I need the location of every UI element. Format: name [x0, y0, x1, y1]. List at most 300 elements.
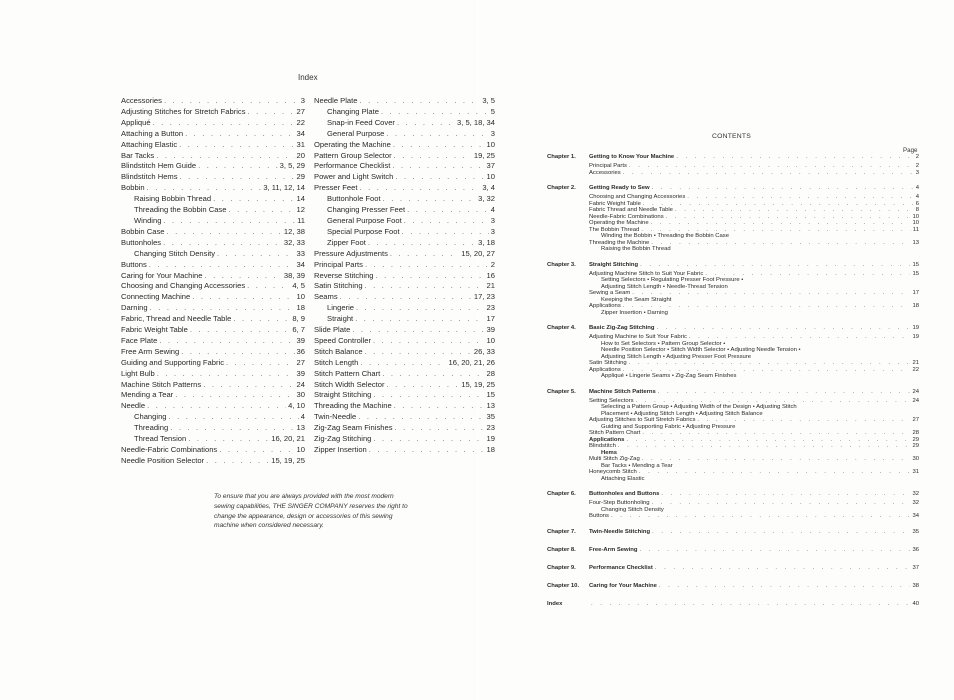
dot-leader	[661, 491, 910, 497]
index-entry	[121, 445, 305, 456]
chapter-row	[589, 547, 919, 553]
contents-entry-title: Threading the Machine	[589, 239, 650, 246]
index-entry-label: Fabric, Thread and Needle Table	[121, 314, 232, 324]
index-entry-label: Changing Stitch Density	[134, 248, 216, 258]
dot-leader	[382, 369, 484, 380]
index-entry	[314, 205, 495, 216]
index-entry	[121, 369, 305, 380]
index-entry	[314, 118, 495, 129]
dot-leader	[170, 423, 294, 434]
index-entry-page: 31	[296, 139, 305, 149]
dot-leader	[689, 334, 911, 340]
index-entry-page: 29	[296, 172, 305, 182]
index-entry-label: General Purpose Foot	[327, 215, 402, 225]
contents-entry-page: 11	[912, 226, 919, 233]
index-entry	[121, 238, 305, 249]
index-entry	[121, 161, 305, 172]
index-entry	[121, 281, 305, 292]
index-title: Index	[298, 73, 318, 82]
contents-entry-title: Operating the Machine	[589, 220, 649, 226]
index-entry-page: 17, 23	[473, 292, 495, 302]
chapter-title: Free-Arm Sewing	[589, 546, 638, 553]
index-entry	[121, 292, 305, 303]
dot-leader	[247, 281, 290, 292]
index-entry-page: 10	[486, 172, 495, 182]
index-entry	[121, 336, 305, 347]
index-entry-label: Special Purpose Foot	[327, 226, 400, 236]
chapter-row	[589, 601, 919, 607]
index-entry-page: 15, 19, 25	[461, 379, 495, 389]
index-entry-label: Seams	[314, 292, 338, 302]
index-entry-page: 28	[486, 368, 495, 378]
index-entry-label: Buttonhole Foot	[327, 194, 381, 204]
index-entry-page: 36	[296, 346, 305, 356]
contents-entry	[589, 500, 919, 506]
contents-entry-title: Honeycomb Stitch	[589, 469, 637, 475]
index-entry	[121, 358, 305, 369]
index-entry-page: 39	[486, 325, 495, 335]
contents-entry-page: 4	[915, 194, 919, 200]
index-entry-page: 10	[486, 335, 495, 345]
dot-leader	[655, 565, 911, 571]
index-entry-label: Threading	[134, 423, 169, 433]
chapter-number: Chapter 3.	[547, 261, 576, 268]
index-entry	[121, 227, 305, 238]
contents-entry	[589, 367, 919, 373]
index-entry	[314, 260, 495, 271]
index-entry-page: 13	[486, 401, 495, 411]
dot-leader	[687, 194, 913, 200]
index-entry-page: 33	[296, 248, 305, 258]
contents-entry	[589, 207, 919, 213]
index-entry-label: Pattern Group Selector	[314, 150, 392, 160]
dot-leader	[636, 398, 911, 404]
index-entry	[121, 380, 305, 391]
contents-subtopics: Adjusting Stitch Length • Needle-Thread Tension	[601, 283, 728, 290]
index-entry-page: 3, 18	[478, 237, 495, 247]
dot-leader	[591, 601, 910, 607]
index-entry-page: 5	[490, 106, 495, 116]
dot-leader	[188, 434, 269, 445]
index-entry	[314, 172, 495, 183]
contents-entry-title: Fabric Thread and Needle Table	[589, 207, 673, 213]
chapter-number: Chapter 9.	[547, 564, 576, 571]
dot-leader	[228, 205, 294, 216]
chapter-title: Getting Ready to Sew	[589, 185, 650, 191]
index-entry-label: Face Plate	[121, 335, 158, 345]
index-entry	[314, 336, 495, 347]
contents-entry-title: Fabric Weight Table	[589, 200, 641, 207]
chapter-page: 35	[912, 528, 919, 535]
dot-leader	[248, 107, 295, 118]
dot-leader	[219, 445, 294, 456]
contents-subtopics: Guiding and Supporting Fabric • Adjusting Pressure	[601, 423, 736, 430]
contents-entry-title: Principal Parts	[589, 163, 627, 169]
index-entry-label: Connecting Machine	[121, 292, 191, 302]
index-entry-page: 27	[296, 106, 305, 116]
chapter-row	[589, 491, 919, 497]
index-entry-label: Satin Stitching	[314, 281, 363, 291]
chapter-page: 40	[912, 600, 919, 607]
dot-leader	[651, 240, 910, 246]
index-entry-label: Zig-Zag Seam Finishes	[314, 423, 393, 433]
contents-subtopics: Adjusting Stitch Length • Adjusting Presser Foot Pressure	[601, 353, 752, 360]
contents-entry-page: 18	[912, 303, 919, 309]
dot-leader	[652, 185, 914, 191]
dot-leader	[394, 401, 485, 412]
contents-entry	[589, 303, 919, 309]
dot-leader	[666, 214, 911, 220]
index-entry-label: Pressure Adjustments	[314, 248, 388, 258]
dot-leader	[623, 367, 911, 373]
index-entry-page: 34	[296, 128, 305, 138]
chapter-row	[589, 583, 919, 589]
dot-leader	[659, 583, 911, 589]
index-entry-page: 18	[486, 445, 495, 454]
index-entry	[314, 249, 495, 260]
dot-leader	[185, 129, 294, 140]
index-entry-label: Zipper Foot	[327, 237, 366, 247]
contents-entry	[589, 398, 919, 404]
dot-leader	[393, 140, 485, 151]
chapter-row	[589, 389, 919, 395]
chapter-row	[589, 262, 919, 268]
index-entry-page: 34	[296, 259, 305, 269]
index-entry-label: Lingerie	[327, 303, 355, 313]
index-entry-label: Buttonholes	[121, 237, 162, 247]
index-entry	[314, 369, 495, 380]
contents-subtopics: Changing Stitch Density	[601, 506, 664, 513]
dot-leader	[373, 434, 484, 445]
contents-entry-page: 21	[912, 360, 919, 366]
chapter-title: Caring for Your Machine	[589, 582, 657, 589]
index-entry	[121, 194, 305, 205]
index-entry-page: 37	[486, 161, 495, 171]
contents-subtopics: Attaching Elastic	[601, 475, 645, 482]
dot-leader	[705, 271, 910, 277]
dot-leader	[352, 325, 484, 336]
dot-leader	[676, 154, 914, 160]
index-left-column	[121, 96, 305, 467]
contents-entry	[589, 469, 919, 475]
index-entry	[314, 292, 495, 303]
index-entry-page: 10	[296, 292, 305, 302]
dot-leader	[149, 260, 295, 271]
index-entry-page: 3, 5	[482, 96, 495, 105]
dot-leader	[163, 216, 295, 227]
contents-subtopics: Zipper Insertion • Darning	[601, 309, 668, 316]
dot-leader	[407, 205, 489, 216]
dot-leader	[395, 423, 485, 434]
index-entry-label: Threading the Machine	[314, 401, 392, 411]
index-entry	[121, 314, 305, 325]
index-entry	[314, 401, 495, 412]
index-entry-page: 3, 4	[482, 183, 495, 193]
chapter-page: 24	[912, 388, 919, 395]
contents-entry-page: 31	[912, 469, 919, 475]
dot-leader	[213, 194, 294, 205]
index-entry-label: Reverse Stitching	[314, 270, 374, 280]
chapter-number: Chapter 6.	[547, 491, 576, 497]
index-entry-page: 26, 33	[473, 346, 495, 356]
contents-entry	[589, 456, 919, 462]
index-entry	[314, 325, 495, 336]
index-entry-label: Needle-Fabric Combinations	[121, 445, 218, 454]
index-entry-label: Bobbin Case	[121, 226, 165, 236]
index-entry	[121, 347, 305, 358]
index-entry-page: 3, 5, 29	[279, 161, 305, 171]
chapter-number: Chapter 2.	[547, 185, 576, 191]
chapter-number: Chapter 4.	[547, 325, 576, 331]
index-entry	[121, 107, 305, 118]
dot-leader	[147, 401, 286, 412]
index-entry-label: Threading the Bobbin Case	[134, 205, 227, 215]
contents-entry-title: Needle-Fabric Combinations	[589, 213, 664, 220]
index-entry	[314, 390, 495, 401]
chapter-title: Basic Zig-Zag Stitching	[589, 325, 655, 331]
contents-subtopics: Needle Position Selector • Stitch Width Selector • Adjusting Needle Tension •	[601, 347, 801, 353]
index-entry-label: Free Arm Sewing	[121, 346, 180, 356]
dot-leader	[358, 412, 484, 423]
index-entry	[121, 390, 305, 401]
dot-leader	[658, 389, 911, 395]
index-entry-label: Needle	[121, 401, 146, 411]
index-entry-page: 24	[296, 379, 305, 389]
dot-leader	[642, 456, 911, 462]
index-entry	[314, 216, 495, 227]
dot-leader	[373, 390, 484, 401]
index-entry-page: 20	[296, 150, 305, 160]
index-entry-label: Principal Parts	[314, 259, 363, 269]
index-entry	[314, 303, 495, 314]
index-entry-page: 19	[486, 434, 495, 444]
chapter-page: 37	[912, 564, 919, 571]
index-entry-label: General Purpose	[327, 128, 385, 138]
index-entry-page: 16, 20, 21	[271, 434, 305, 444]
index-entry-label: Zipper Insertion	[314, 445, 367, 454]
contents-entry-title: Setting Selectors	[589, 397, 634, 404]
chapter-title: Getting to Know Your Machine	[589, 154, 675, 160]
dot-leader	[368, 238, 476, 249]
chapter-row	[589, 529, 919, 535]
index-entry	[121, 325, 305, 336]
notice-text: To ensure that you are always provided with the most modern sewing capabilities, THE SINGER COMPANY reserves the right to change the appearance, design or accessories of this sewing machine when considered necessary.	[214, 493, 408, 530]
index-entry-label: Darning	[121, 303, 148, 313]
index-entry	[314, 423, 495, 434]
index-entry-page: 15	[486, 390, 495, 400]
contents-entry	[589, 170, 919, 176]
contents-entry	[589, 220, 919, 226]
chapter-page: 15	[912, 261, 919, 268]
dot-leader	[169, 412, 299, 423]
index-entry-label: Needle Position Selector	[121, 455, 205, 465]
contents-entry-title: Applications	[589, 366, 621, 373]
contents-entry-page: 29	[912, 436, 919, 443]
index-entry-page: 4, 10	[288, 401, 305, 411]
contents-entry-page: 15	[912, 270, 919, 277]
index-entry	[121, 271, 305, 282]
contents-entry-page: 22	[912, 366, 919, 373]
contents-entry	[589, 214, 919, 220]
dot-leader	[159, 336, 294, 347]
index-entry-page: 3, 32	[478, 194, 495, 204]
chapter-title: Twin-Needle Stitching	[589, 528, 651, 535]
dot-leader	[365, 347, 472, 358]
chapter-row	[589, 154, 919, 160]
contents-entry-page: 8	[915, 207, 919, 213]
dot-leader	[163, 238, 282, 249]
dot-leader	[652, 500, 911, 506]
contents-subtopics: Keeping the Seam Straight	[601, 296, 672, 303]
index-entry-label: Slide Plate	[314, 325, 351, 335]
contents-entry-title: Multi Stitch Zig-Zag	[589, 456, 640, 462]
index-entry-page: 23	[486, 423, 495, 433]
index-entry-page: 21	[486, 281, 495, 291]
index-entry-page: 35	[486, 412, 495, 422]
index-entry-label: Power and Light Switch	[314, 172, 394, 182]
index-entry-label: Bobbin	[121, 183, 145, 193]
index-entry-label: Changing Presser Feet	[327, 205, 406, 215]
index-entry-label: Blindstitch Hems	[121, 172, 178, 182]
index-entry	[314, 412, 495, 423]
index-entry-page: 10	[296, 445, 305, 454]
chapter-page: 19	[912, 325, 919, 331]
chapter-row	[589, 565, 919, 571]
index-entry-page: 3	[300, 96, 305, 105]
index-entry	[314, 380, 495, 391]
dot-leader	[164, 96, 299, 107]
index-entry-page: 13	[296, 423, 305, 433]
index-entry-label: Fabric Weight Table	[121, 325, 188, 335]
chapter-title: Machine Stitch Patterns	[589, 388, 656, 395]
contents-entry	[589, 271, 919, 277]
index-entry-page: 16	[486, 270, 495, 280]
dot-leader	[652, 529, 910, 535]
index-entry-label: Changing	[134, 412, 167, 422]
index-entry-label: Winding	[134, 215, 162, 225]
dot-leader	[381, 107, 489, 118]
contents-entry-title: Stitch Pattern Chart	[589, 430, 641, 436]
index-entry-page: 30	[296, 390, 305, 400]
dot-leader	[623, 303, 911, 309]
contents-subtopics: Winding the Bobbin • Threading the Bobbin Case	[601, 233, 730, 239]
dot-leader	[340, 292, 472, 303]
index-entry-label: Attaching Elastic	[121, 139, 178, 149]
index-entry	[121, 456, 305, 467]
index-entry	[121, 172, 305, 183]
contents-entry	[589, 360, 919, 366]
dot-leader	[402, 227, 489, 238]
index-entry-label: Stitch Length	[314, 357, 359, 367]
contents-entry-page: 28	[912, 430, 919, 436]
index-entry-page: 38, 39	[283, 270, 305, 280]
index-entry-label: Attaching a Button	[121, 128, 184, 138]
dot-leader	[356, 303, 485, 314]
dot-leader	[632, 290, 910, 296]
dot-leader	[156, 151, 294, 162]
chapter-number: Chapter 8.	[547, 546, 576, 553]
index-entry-page: 16, 20, 21, 26	[448, 357, 495, 367]
contents-entry-title: Accessories	[589, 169, 621, 176]
index-entry	[121, 151, 305, 162]
contents-entry-title: Adjusting Stitches to Suit Stretch Fabrics	[589, 417, 696, 423]
index-entry-page: 23	[486, 303, 495, 313]
index-entry-page: 14	[296, 194, 305, 204]
contents-entry-title: Applications	[589, 303, 621, 309]
index-entry-label: Guiding and Supporting Fabric	[121, 357, 225, 367]
dot-leader	[369, 445, 485, 456]
contents-entry-page: 13	[912, 239, 919, 246]
dot-leader	[640, 262, 910, 268]
contents-title: CONTENTS	[712, 133, 751, 140]
index-entry-page: 3, 5, 18, 34	[457, 117, 495, 127]
dot-leader	[360, 358, 446, 369]
dot-leader	[697, 417, 910, 423]
contents-entry-page: 17	[912, 290, 919, 296]
contents-entry-title: Satin Stitching	[589, 360, 627, 366]
index-entry-label: Thread Tension	[134, 434, 187, 444]
index-entry	[314, 281, 495, 292]
dot-leader	[355, 314, 484, 325]
index-entry-page: 8, 9	[292, 314, 305, 324]
contents-entry	[589, 290, 919, 296]
dot-leader	[394, 151, 472, 162]
index-entry	[314, 434, 495, 445]
index-entry	[121, 303, 305, 314]
chapter-row	[589, 325, 919, 331]
index-entry	[314, 183, 495, 194]
index-entry-label: Blindstitch Hem Guide	[121, 161, 197, 171]
contents-subtopics: How to Set Selectors • Pattern Group Selector •	[601, 340, 726, 347]
contents-page-label: Page	[903, 147, 918, 154]
contents-entry	[589, 194, 919, 200]
contents-entry	[589, 240, 919, 246]
index-entry	[314, 194, 495, 205]
dot-leader	[147, 183, 262, 194]
index-entry-page: 3	[490, 128, 495, 138]
contents-entry	[589, 201, 919, 207]
index-entry-page: 3	[490, 226, 495, 236]
index-entry-page: 4	[300, 412, 305, 422]
index-entry-page: 2	[490, 259, 495, 269]
chapter-title: Straight Stitching	[589, 261, 639, 268]
contents-entry-page: 29	[912, 443, 919, 449]
contents-subtopics: Raising the Bobbin Thread	[601, 246, 671, 252]
index-entry-label: Appliqué	[121, 117, 151, 127]
index-entry-label: Choosing and Changing Accessories	[121, 281, 246, 291]
dot-leader	[386, 129, 488, 140]
dot-leader	[203, 380, 294, 391]
contents-entry	[589, 163, 919, 169]
contents-subtopics: Setting Selectors • Regulating Presser Foot Pressure •	[601, 277, 744, 283]
index-entry-page: 39	[296, 368, 305, 378]
dot-leader	[390, 249, 459, 260]
dot-leader	[641, 227, 911, 233]
contents-entry-page: 27	[912, 417, 919, 423]
dot-leader	[656, 325, 910, 331]
dot-leader	[166, 227, 281, 238]
index-entry	[121, 412, 305, 423]
index-entry-page: 12, 38	[283, 226, 305, 236]
dot-leader	[643, 201, 914, 207]
contents-subtopics: Hems	[601, 449, 618, 456]
contents-entry-title: Choosing and Changing Accessories	[589, 194, 686, 200]
dot-leader	[192, 292, 294, 303]
index-entry	[314, 314, 495, 325]
index-entry-label: Presser Feet	[314, 183, 358, 193]
dot-leader	[397, 118, 455, 129]
contents-entry-page: 32	[912, 500, 919, 506]
